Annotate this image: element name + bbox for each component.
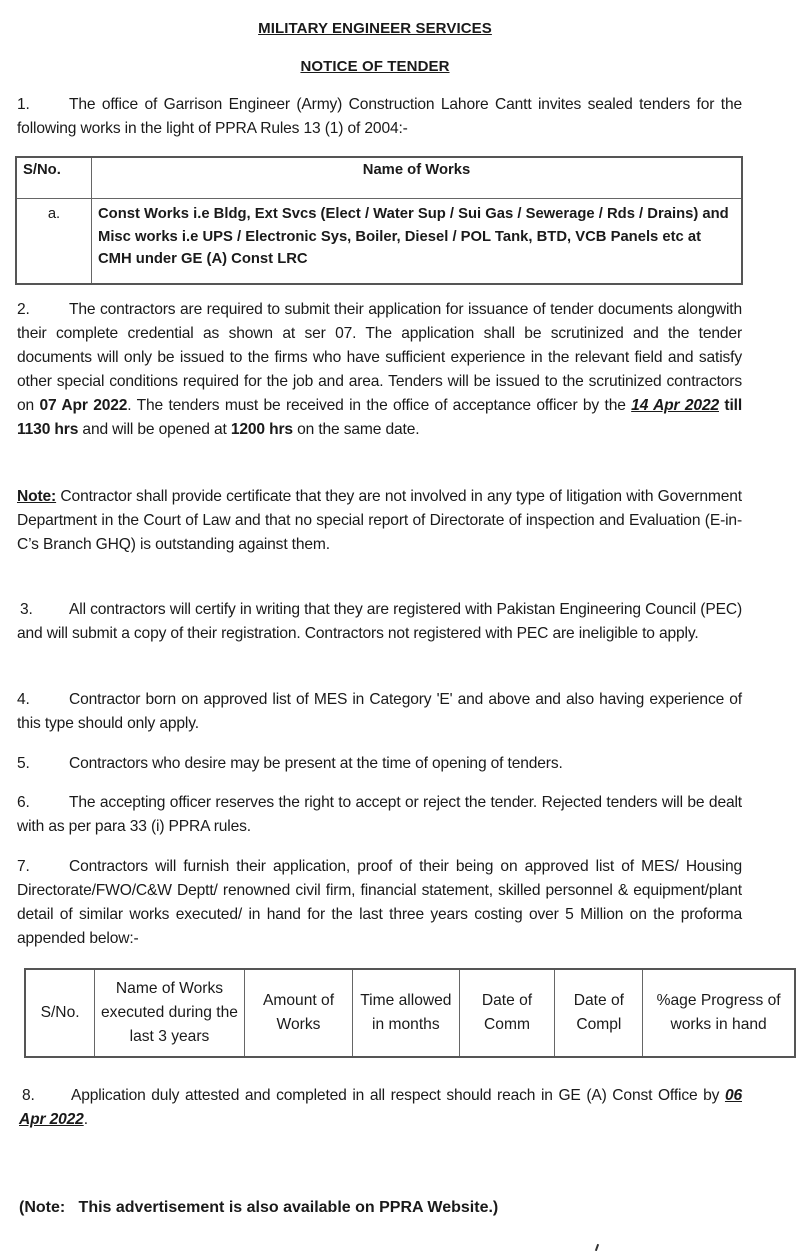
paragraph-number: 1.: [17, 96, 30, 113]
paragraph-8: 8. Application duly attested and completed in all respect should reach in GE (A) Const Office by 06 Apr 2022.: [19, 1084, 742, 1132]
paragraph-number: 5.: [17, 755, 30, 772]
header-date-compl: Date of Compl: [555, 969, 643, 1057]
paragraph-text: The accepting officer reserves the right to accept or reject the tender. Rejected tenders will be dealt with as per para 33 (i) PPRA rules.: [17, 794, 742, 835]
paragraph-6: [17, 791, 742, 839]
receipt-date: 14 Apr 2022: [631, 397, 719, 414]
header-progress: %age Progress of works in hand: [643, 969, 795, 1057]
proforma-table: [24, 968, 796, 1058]
paragraph-text: Contractors will furnish their application, proof of their being on approved list of MES/ Housing Directorate/FWO/C&W Deptt/ renowned civil firm, financial statement, skilled personnel & equipment/plant detail of similar works executed/ in hand for the last three years costing over 5 Million on the proforma appended below:-: [17, 858, 742, 947]
pen-mark: [595, 1244, 599, 1251]
table-header-row: [16, 157, 742, 199]
paragraph-text: Contractors who desire may be present at the time of opening of tenders.: [69, 755, 563, 772]
paragraph-7: [17, 855, 742, 951]
cell-sno: a.: [16, 199, 92, 285]
works-table: [15, 156, 743, 285]
paragraph-number: 6.: [17, 794, 30, 811]
issue-date: 07 Apr 2022: [39, 397, 128, 414]
header-amount: Amount of Works: [244, 969, 352, 1057]
note-paragraph: [17, 485, 742, 557]
cell-name-of-works: Const Works i.e Bldg, Ext Svcs (Elect / Water Sup / Sui Gas / Sewerage / Rds / Drains) and Misc works i.e UPS / Electronic Sys, Boiler, Diesel / POL Tank, BTD, VCB Panels etc at CMH under GE (A) Const LRC: [92, 199, 743, 285]
paragraph-2: 2. The contractors are required to submit their application for issuance of tender documents alongwith their complete credential as shown at ser 07. The application shall be scrutinized and the tender documents will only be issued to the firms who have sufficient experience in the relevant field and satisfy other special conditions required for the job and area. Tenders will be issued to the scrutinized contractors on 07 Apr 2022. The tenders must be received in the office of acceptance officer by the 14 Apr 2022 till 1130 hrs and will be opened at 1200 hrs on the same date.: [17, 298, 742, 442]
org-title: MILITARY ENGINEER SERVICES: [258, 20, 492, 37]
footer-note: (Note: This advertisement is also available on PPRA Website.): [19, 1199, 499, 1216]
paragraph-3: [17, 598, 742, 646]
paragraph-4: [17, 688, 742, 736]
paragraph-text: All contractors will certify in writing that they are registered with Pakistan Engineering Council (PEC) and will submit a copy of their registration. Contractors not registered with PEC are ineligible to apply.: [17, 601, 742, 642]
table-header-row: [25, 969, 795, 1057]
paragraph-5: [17, 752, 742, 776]
application-deadline: 06 Apr 2022: [19, 1087, 742, 1128]
paragraph-number: 2.: [17, 301, 30, 318]
paragraph-text: The office of Garrison Engineer (Army) Construction Lahore Cantt invites sealed tenders for the following works in the light of PPRA Rules 13 (1) of 2004:-: [17, 96, 742, 137]
table-row: [16, 199, 742, 285]
paragraph-number: 3.: [20, 601, 33, 618]
paragraph-text: Contractor born on approved list of MES in Category 'E' and above and also having experience of this type should only apply.: [17, 691, 742, 732]
paragraph-number: 8.: [22, 1087, 35, 1104]
paragraph-number: 7.: [17, 858, 30, 875]
header-name-of-works: Name of Works: [92, 157, 743, 199]
header-name-of-works: Name of Works executed during the last 3 years: [95, 969, 245, 1057]
opening-time: 1200 hrs: [230, 421, 293, 438]
paragraph-number: 4.: [17, 691, 30, 708]
notice-title: NOTICE OF TENDER: [300, 58, 450, 75]
receipt-time: 1130 hrs: [17, 421, 79, 438]
header-sno: S/No.: [16, 157, 92, 199]
header-date-comm: Date of Comm: [459, 969, 555, 1057]
header-sno: S/No.: [25, 969, 95, 1057]
header-time-allowed: Time allowed in months: [353, 969, 459, 1057]
note-label: Note:: [17, 488, 57, 505]
paragraph-text: Application duly attested and completed in all respect should reach in GE (A) Const Office by: [71, 1087, 725, 1104]
paragraph-1: [17, 93, 742, 141]
note-text: Contractor shall provide certificate that they are not involved in any type of litigation with Government Department in the Court of Law and that no special report of Directorate of inspection and Evaluation (E-in-C’s Branch GHQ) is outstanding against them.: [17, 488, 742, 553]
